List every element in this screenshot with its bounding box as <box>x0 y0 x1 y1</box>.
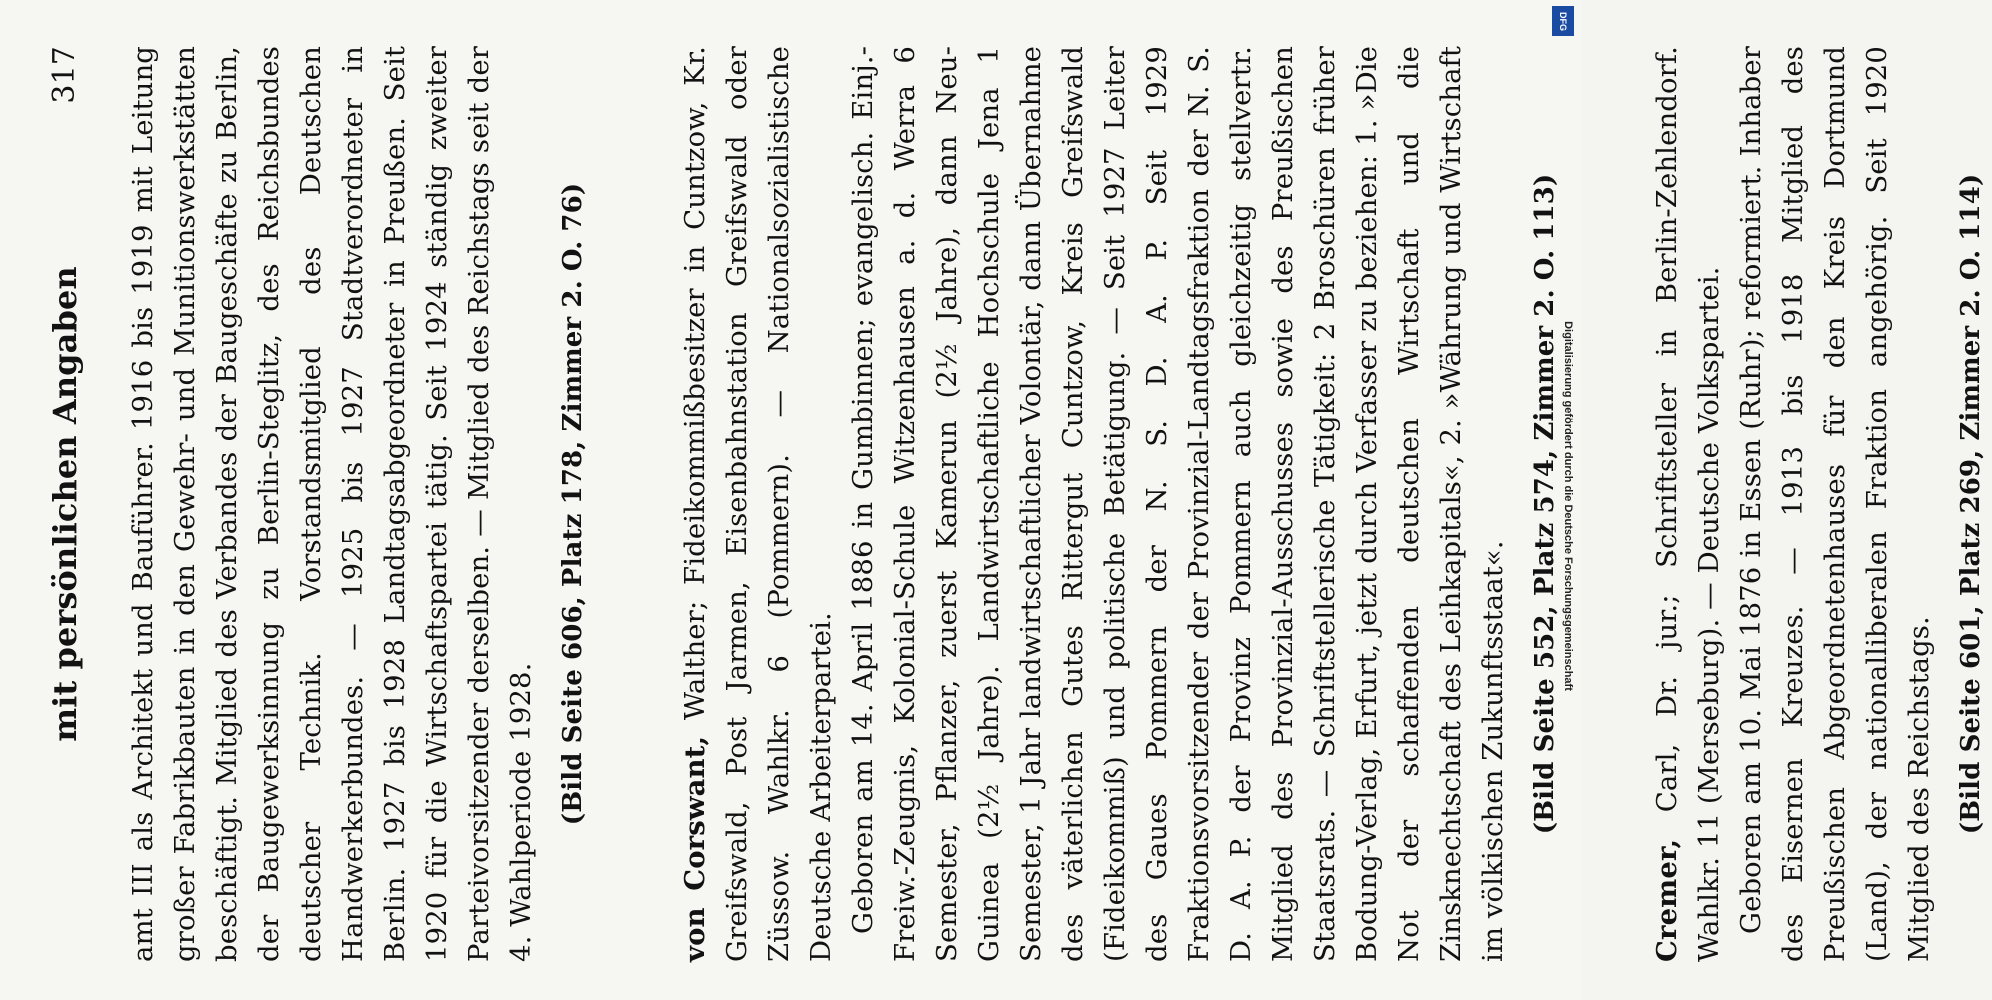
page-number: 317 <box>47 46 82 104</box>
entry-corswant <box>674 46 1566 962</box>
entry-cremer <box>1646 46 1992 962</box>
entry-body: amt III als Architekt und Bauführer. 1916 bis 1919 mit Leitung großer Fabrikbauten in den Gewehr- und Munitionswerkstätten beschäftigt. Mitglied des Verbandes der Baugeschäfte zu Berlin, der Baugewerksinnung zu Berlin-Steglitz, des Reichsbundes deutscher Technik. Vorstandsmitglied des Deutschen Handwerkerbundes. — 1925 bis 1927 Stadtverordneter in Berlin. 1927 bis 1928 Landtagsabgeordneter in Preußen. Seit 1920 für die Wirtschaftspartei tätig. Seit 1924 ständig zweiter Parteivorsitzender derselben. — Mitglied des Reichstags seit der 4. Wahlperiode 1928. <box>127 46 537 962</box>
entry-body: Geboren am 10. Mai 1876 in Essen (Ruhr); reformiert. Inhaber des Eisernen Kreuzes. — 1913 bis 1918 Mitglied des Preußischen Abgeordnetenhauses für den Kreis Dortmund (Land), der nationalliberalen Fraktion angehörig. Seit 1920 Mitglied des Reichstags. <box>1735 46 1935 962</box>
entry-intro-text: Walther; Fideikommißbesitzer in Cuntzow, Kr. Greifswald, Post Jarmen, Eisenbahnstation Greifswald oder Züssow. Wahlkr. 6 (Pommern). — Nationalsozialistische Deutsche Arbeiterpartei. <box>679 46 837 962</box>
entry-name: Cremer, <box>1651 838 1683 962</box>
entry-separator <box>1566 46 1646 962</box>
running-title: mit persönlichen Angaben <box>46 266 84 742</box>
funding-credit: Digitalisierung gefördert durch die Deutsche Forschungsgemeinschaft <box>1562 321 1574 691</box>
funding-sidebar <box>1548 0 1576 1000</box>
dfg-logo: DFG <box>1552 6 1574 36</box>
page-header <box>44 46 122 962</box>
entry-intro-text: Carl, Dr. jur.; Schriftsteller in Berlin-Zehlendorf. Wahlkr. 11 (Merseburg). — Deutsche Volkspartei. <box>1651 46 1725 962</box>
entry-reference: (Bild Seite 552, Platz 574, Zimmer 2. O. 113) <box>1530 173 1560 835</box>
entry-body: Geboren am 14. April 1886 in Gumbinnen; evangelisch. Einj.-Freiw.-Zeugnis, Kolonial-Schule Witzenhausen a. d. Werra 6 Semester, Pflanzer, zuerst Kamerun (2½ Jahre), dann Neu-Guinea (2½ Jahre). Landwirtschaftliche Hochschule Jena 1 Semester, 1 Jahr landwirtschaftlicher Volontär, dann Übernahme des väterlichen Gutes Rittergut Cuntzow, Kreis Greifswald (Fideikommiß) und politische Betätigung. — Seit 1927 Leiter des Gaues Pommern der N. S. D. A. P. Seit 1929 Fraktionsvorsitzender der Provinzial-Landtagsfraktion der N. S. D. A. P. der Provinz Pommern auch gleichzeitig stellvertr. Mitglied des Provinzial-Ausschusses sowie des Preußischen Staatsrats. — Schriftstellerische Tätigkeit: 2 Broschüren früher Bodung-Verlag, Erfurt, jetzt durch Verfasser zu beziehen: 1. »Die Not der schaffenden deutschen Wirtschaft und die Zinsknechtschaft des Leihkapitals«, 2. »Währung und Wirtschaft im völkischen Zukunftsstaat«. <box>847 46 1509 962</box>
entry-reference: (Bild Seite 606, Platz 178, Zimmer 2. O. 76) <box>558 182 588 826</box>
entry-intro <box>1646 46 1730 962</box>
entry-name: von Corswant, <box>679 735 711 962</box>
entry-intro <box>674 46 842 962</box>
entry-continued <box>122 46 594 962</box>
entry-separator <box>594 46 674 962</box>
entry-reference: (Bild Seite 601, Platz 269, Zimmer 2. O. 114) <box>1956 173 1986 835</box>
